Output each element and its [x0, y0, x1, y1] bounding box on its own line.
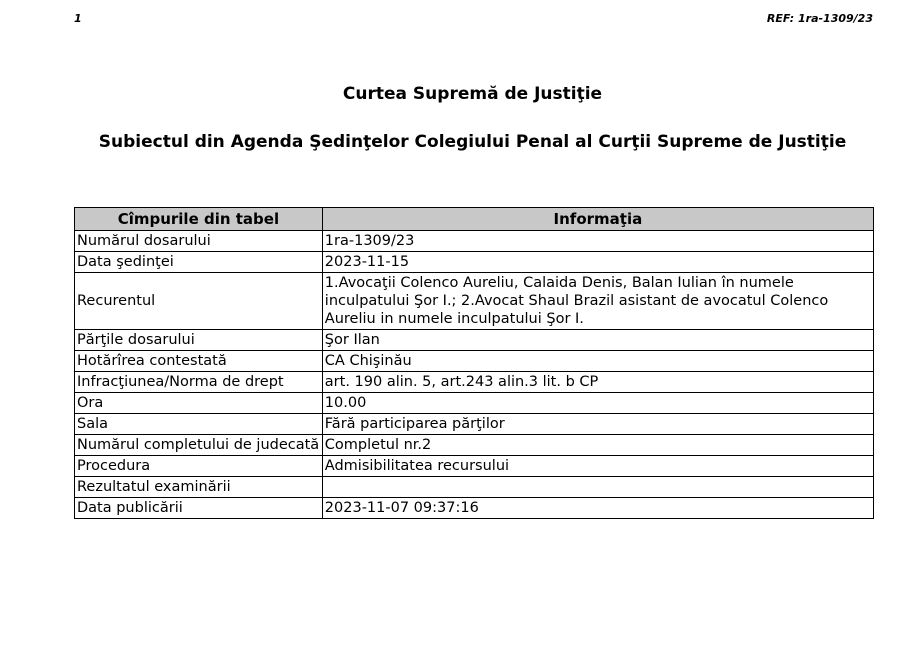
- table-row: [75, 456, 874, 477]
- table-row: [75, 273, 874, 330]
- table-row: [75, 435, 874, 456]
- table-row: [75, 477, 874, 498]
- row-label: Recurentul: [75, 273, 323, 330]
- reference-number: REF: 1ra-1309/23: [766, 12, 873, 25]
- row-label: Rezultatul examinării: [75, 477, 323, 498]
- column-header-information: Informaţia: [322, 208, 873, 231]
- row-value: Admisibilitatea recursului: [322, 456, 873, 477]
- table-row: [75, 498, 874, 519]
- table-row: [75, 330, 874, 351]
- row-label: Procedura: [75, 456, 323, 477]
- table-row: [75, 393, 874, 414]
- table-row: [75, 231, 874, 252]
- row-label: Data publicării: [75, 498, 323, 519]
- row-value: 1ra-1309/23: [322, 231, 873, 252]
- row-value: [322, 477, 873, 498]
- table-header-row: [75, 208, 874, 231]
- row-label: Infracţiunea/Norma de drept: [75, 372, 323, 393]
- row-value: art. 190 alin. 5, art.243 alin.3 lit. b CP: [322, 372, 873, 393]
- case-info-table: [74, 207, 874, 519]
- table-row: [75, 252, 874, 273]
- row-label: Data şedinţei: [75, 252, 323, 273]
- table-row: [75, 351, 874, 372]
- row-label: Hotărîrea contestată: [75, 351, 323, 372]
- row-value: 10.00: [322, 393, 873, 414]
- row-value: 2023-11-07 09:37:16: [322, 498, 873, 519]
- row-label: Numărul dosarului: [75, 231, 323, 252]
- row-value: 1.Avocaţii Colenco Aureliu, Calaida Denis, Balan Iulian în numele inculpatului Şor I.; 2.Avocat Shaul Brazil asistant de avocatul Colenco Aureliu in numele inculpatului Şor I.: [322, 273, 873, 330]
- table-row: [75, 372, 874, 393]
- row-value: Completul nr.2: [322, 435, 873, 456]
- row-value: Fără participarea părţilor: [322, 414, 873, 435]
- document-subtitle: Subiectul din Agenda Şedinţelor Colegiului Penal al Curţii Supreme de Justiţie: [98, 132, 847, 152]
- row-value: Şor Ilan: [322, 330, 873, 351]
- column-header-fields: Cîmpurile din tabel: [75, 208, 323, 231]
- court-title: Curtea Supremă de Justiţie: [342, 84, 603, 104]
- row-label: Ora: [75, 393, 323, 414]
- table-row: [75, 414, 874, 435]
- page-number: 1: [74, 12, 82, 25]
- row-value: CA Chişinău: [322, 351, 873, 372]
- row-label: Sala: [75, 414, 323, 435]
- row-label: Numărul completului de judecată: [75, 435, 323, 456]
- row-value: 2023-11-15: [322, 252, 873, 273]
- row-label: Părţile dosarului: [75, 330, 323, 351]
